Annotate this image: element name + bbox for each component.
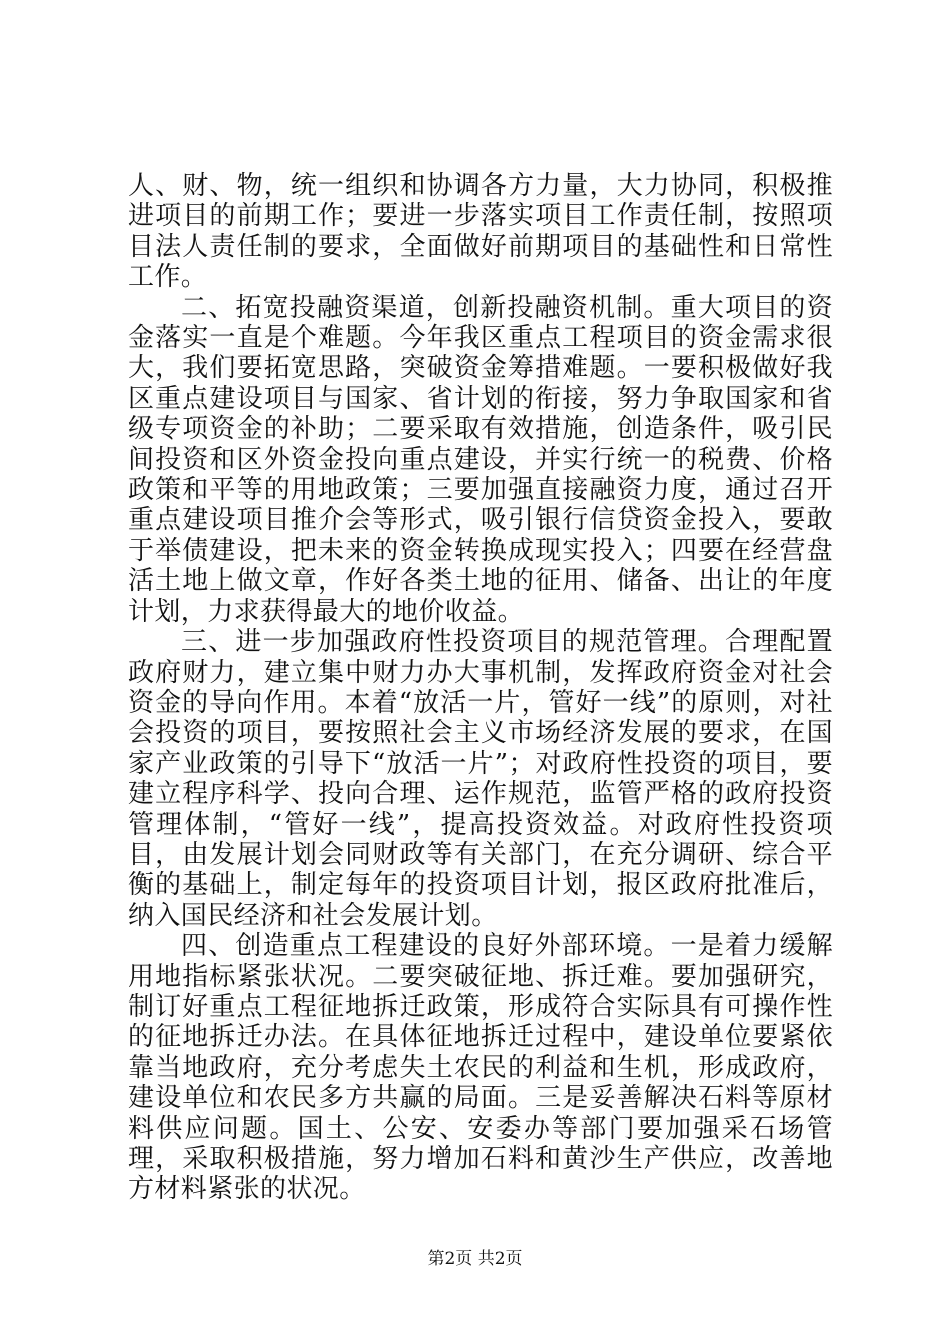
page-number-label: 第2页 共2页: [427, 1249, 523, 1269]
paragraph-3: 三、进一步加强政府性投资项目的规范管理。合理配置政府财力，建立集中财力办大事机制，发挥政府资金对社会资金的导向作用。本着“放活一片，管好一线”的原则，对社会投资的项目，要按照社会主义市场经济发展的要求，在国家产业政策的引导下“放活一片”；对政府性投资的项目，要建立程序科学、投向合理、运作规范，监管严格的政府投资管理体制，“管好一线”，提高投资效益。对政府性投资项目，由发展计划会同财政等有关部门，在充分调研、综合平衡的基础上，制定每年的投资项目计划，报区政府批准后，纳入国民经济和社会发展计划。: [128, 627, 833, 931]
document-body: [128, 171, 833, 1205]
paragraph-1: 人、财、物，统一组织和协调各方力量，大力协同，积极推进项目的前期工作；要进一步落实项目工作责任制，按照项目法人责任制的要求，全面做好前期项目的基础性和日常性工作。: [128, 171, 833, 293]
paragraph-4: 四、创造重点工程建设的良好外部环境。一是着力缓解用地指标紧张状况。二要突破征地、拆迁难。要加强研究，制订好重点工程征地拆迁政策，形成符合实际具有可操作性的征地拆迁办法。在具体征地拆迁过程中，建设单位要紧依靠当地政府，充分考虑失土农民的利益和生机，形成政府，建设单位和农民多方共赢的局面。三是妥善解决石料等原材料供应问题。国土、公安、安委办等部门要加强采石场管理，采取积极措施，努力增加石料和黄沙生产供应，改善地方材料紧张的状况。: [128, 931, 833, 1205]
page-footer: [0, 1244, 950, 1269]
paragraph-2: 二、拓宽投融资渠道，创新投融资机制。重大项目的资金落实一直是个难题。今年我区重点工程项目的资金需求很大，我们要拓宽思路，突破资金筹措难题。一要积极做好我区重点建设项目与国家、省计划的衔接，努力争取国家和省级专项资金的补助；二要采取有效措施，创造条件，吸引民间投资和区外资金投向重点建设，并实行统一的税费、价格政策和平等的用地政策；三要加强直接融资力度，通过召开重点建设项目推介会等形式，吸引银行信贷资金投入，要敢于举债建设，把未来的资金转换成现实投入；四要在经营盘活土地上做文章，作好各类土地的征用、储备、出让的年度计划，力求获得最大的地价收益。: [128, 292, 833, 627]
